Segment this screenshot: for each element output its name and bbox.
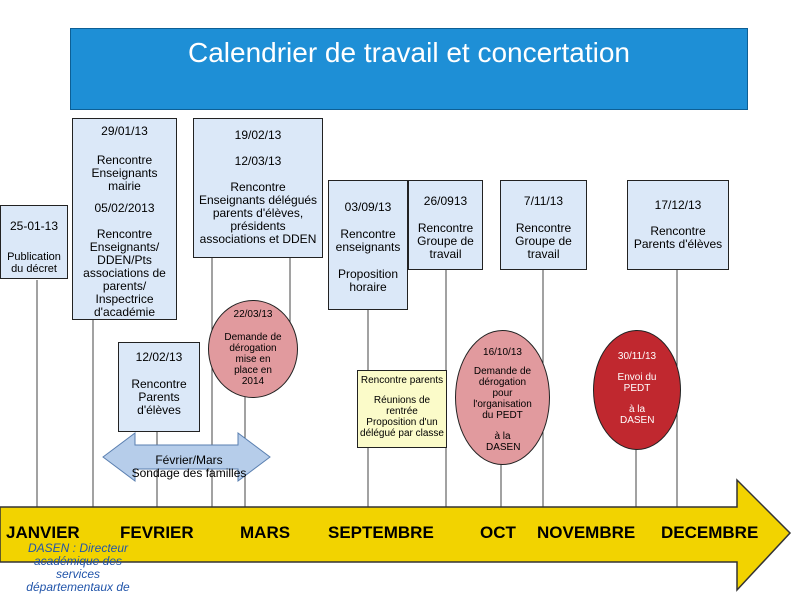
month-mars: MARS <box>240 523 291 542</box>
event-card-parents <box>118 342 200 432</box>
event-text: Rencontre Enseignants/ DDEN/Pts associations de parents/ Inspectrice d'académie <box>83 227 166 319</box>
event-date: 7/11/13 <box>523 194 564 208</box>
event-text: Proposition horaire <box>337 267 399 294</box>
month-decembre: DECEMBRE <box>661 523 759 542</box>
note-line: Proposition d'un délégué par classe <box>360 417 444 439</box>
page-title: Calendrier de travail et concertation <box>70 28 748 110</box>
event-oval-pedt <box>455 330 550 465</box>
event-date: 17/12/13 <box>654 198 702 212</box>
event-text: Envoi du PEDT <box>617 372 657 394</box>
event-date: 05/02/2013 <box>94 201 155 215</box>
event-text: Demande de dérogation pour l'organisation du PEDT <box>473 366 532 421</box>
event-card-enseignants <box>72 118 177 320</box>
event-text: Publication du décret <box>7 251 61 275</box>
month-fevrier: FEVRIER <box>120 523 194 542</box>
event-date: 25-01-13 <box>9 219 59 233</box>
event-oval-envoi <box>593 330 681 450</box>
event-card-publication <box>0 205 68 279</box>
event-text: Rencontre Groupe de travail <box>417 221 474 261</box>
event-text: Rencontre Groupe de travail <box>515 221 572 261</box>
event-text: à la DASEN <box>620 404 655 426</box>
event-oval-derogation <box>208 300 298 398</box>
event-date: 12/03/13 <box>234 154 282 168</box>
event-card-parents-dec <box>627 180 729 270</box>
event-date: 26/0913 <box>423 194 468 208</box>
event-date: 16/10/13 <box>483 347 522 358</box>
sondage-line: Sondage des familles <box>131 466 247 480</box>
event-text: Rencontre Parents d'élèves <box>633 224 723 251</box>
event-date: 30/11/13 <box>617 351 657 362</box>
event-note-rentree <box>357 370 447 448</box>
sondage-line: Février/Mars <box>155 453 223 467</box>
event-card-enseignants-sept <box>328 180 408 310</box>
month-oct: OCT <box>480 523 516 542</box>
event-text: à la DASEN <box>486 431 521 453</box>
event-card-groupe-sept <box>408 180 483 270</box>
event-text: Rencontre enseignants <box>335 227 401 254</box>
event-date: 19/02/13 <box>234 128 282 142</box>
event-text: Rencontre Enseignants mairie <box>91 153 158 193</box>
event-text: Rencontre Enseignants délégués parents d'élèves, présidents associations et DDEN <box>198 180 318 246</box>
event-date: 12/02/13 <box>135 350 183 364</box>
footnote: DASEN : Directeur académique des services départementaux de <box>26 542 130 594</box>
note-line: Rencontre parents <box>360 375 444 386</box>
event-card-delegues <box>193 118 323 258</box>
event-date: 29/01/13 <box>101 124 148 138</box>
month-janvier: JANVIER <box>6 523 80 542</box>
event-date: 03/09/13 <box>344 200 392 214</box>
event-text: Rencontre Parents d'élèves <box>131 377 187 417</box>
event-text: Demande de dérogation mise en place en 2014 <box>224 332 282 387</box>
month-septembre: SEPTEMBRE <box>328 523 434 542</box>
sondage-label <box>115 454 263 480</box>
event-card-groupe-nov <box>500 180 587 270</box>
event-date: 22/03/13 <box>233 309 273 320</box>
month-novembre: NOVEMBRE <box>537 523 636 542</box>
note-line: Réunions de rentrée <box>373 395 431 417</box>
